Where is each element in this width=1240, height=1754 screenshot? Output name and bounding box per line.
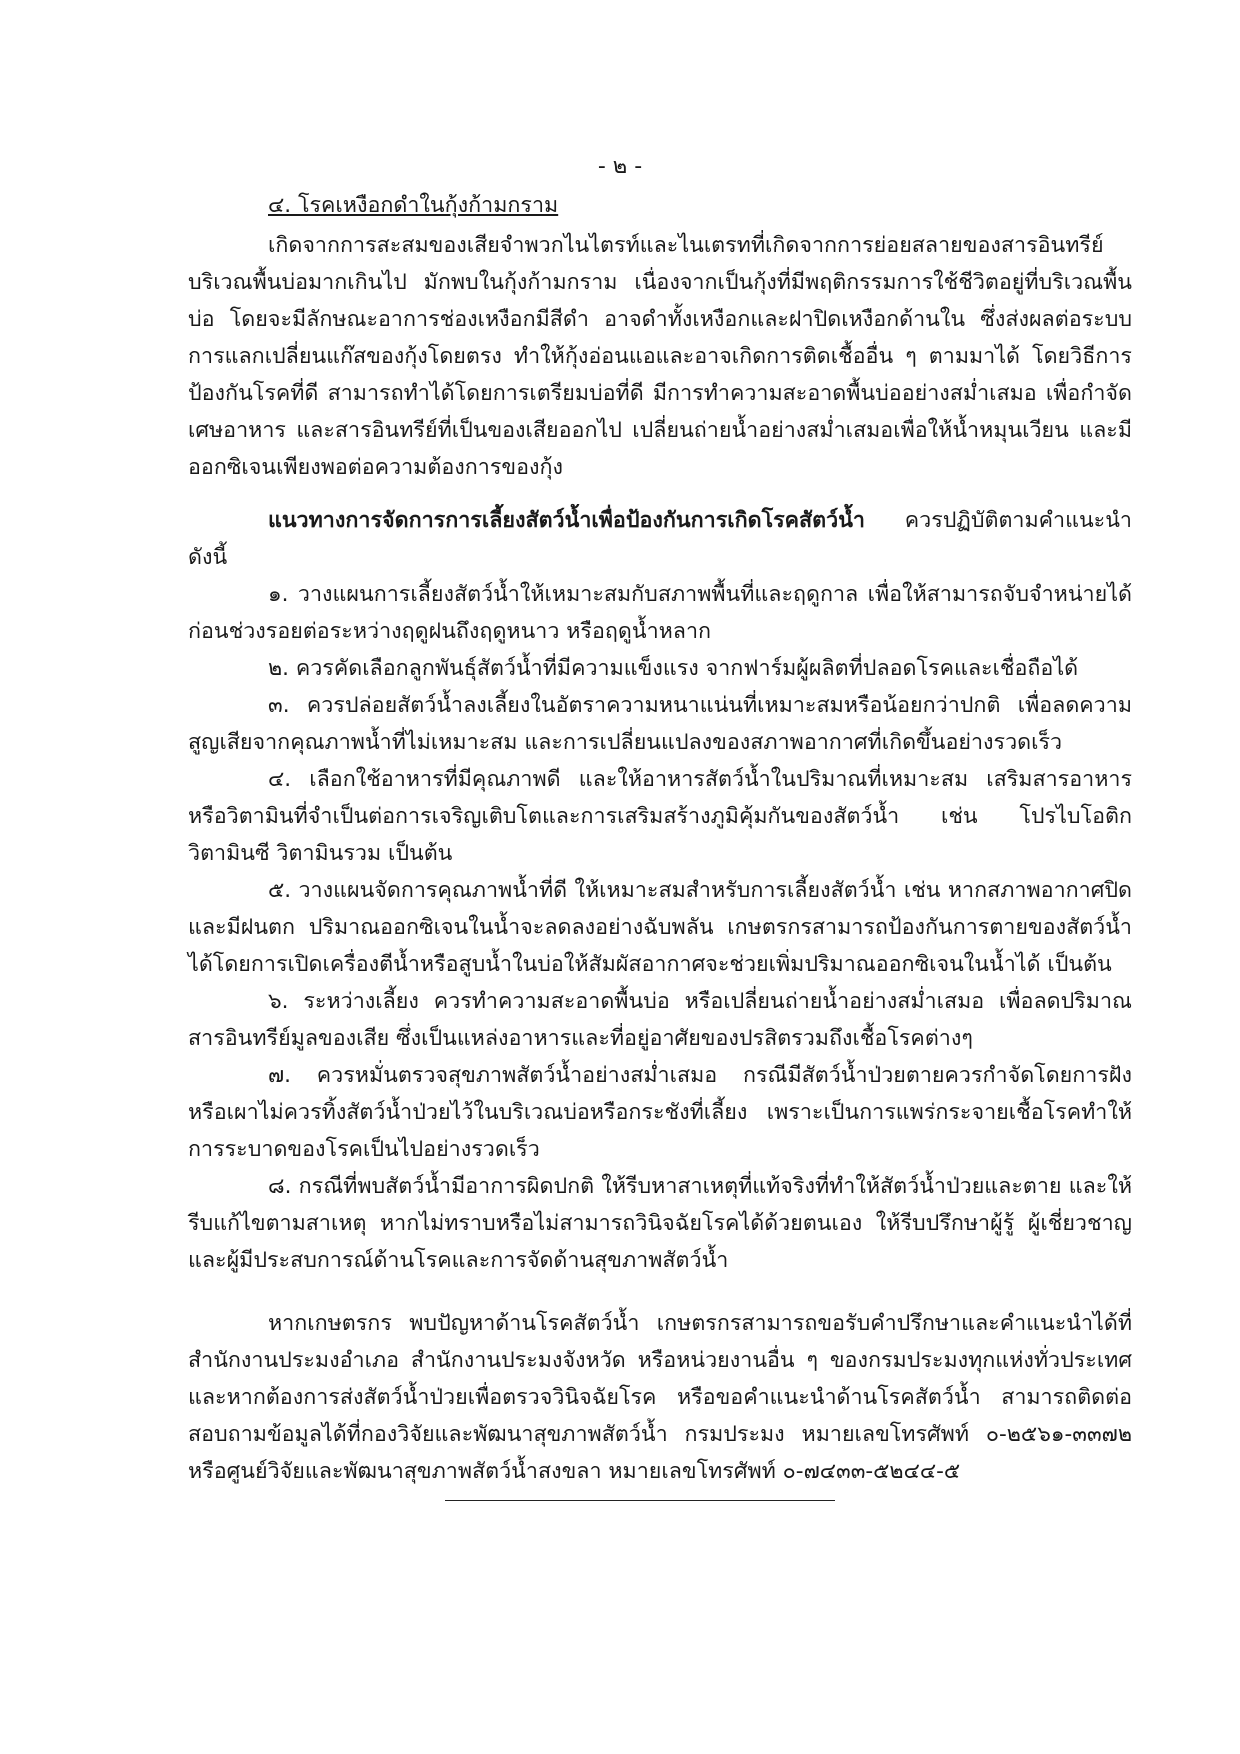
section-4-title	[188, 188, 1132, 224]
guideline-item-3: ๓. ควรปล่อยสัตว์น้ำลงเลี้ยงในอัตราความหนาแน่นที่เหมาะสมหรือน้อยกว่าปกติ เพื่อลดความสูญเสียจากคุณภาพน้ำที่ไม่เหมาะสม และการเปลี่ยนแปลงของสภาพอากาศที่เกิดขึ้นอย่างรวดเร็ว	[188, 693, 1132, 755]
guideline-item-1: ๑. วางแผนการเลี้ยงสัตว์น้ำให้เหมาะสมกับสภาพพื้นที่และฤดูกาล เพื่อให้สามารถจับจำหน่ายได้ก่อนช่วงรอยต่อระหว่างฤดูฝนถึงฤดูหนาว หรือฤดูน้ำหลาก	[188, 582, 1132, 644]
section-4-title-text: ๔. โรคเหงือกดำในกุ้งก้ามกราม	[268, 193, 559, 218]
page-number: - ๒ -	[597, 154, 643, 179]
guidelines-heading-rest: ควรปฏิบัติตามคำแนะนำ ดังนี้	[188, 508, 1132, 570]
guidelines-heading-bold: แนวทางการจัดการการเลี้ยงสัตว์น้ำเพื่อป้องกันการเกิดโรคสัตว์น้ำ	[268, 508, 865, 533]
guideline-item-8: ๘. กรณีที่พบสัตว์น้ำมีอาการผิดปกติ ให้รีบหาสาเหตุที่แท้จริงที่ทำให้สัตว์น้ำป่วยและตาย และให้รีบแก้ไขตามสาเหตุ หากไม่ทราบหรือไม่สามารถวินิจฉัยโรคได้ด้วยตนเอง ให้รีบปรึกษาผู้รู้ ผู้เชี่ยวชาญและผู้มีประสบการณ์ด้านโรคและการจัดด้านสุขภาพสัตว์น้ำ	[188, 1174, 1132, 1273]
guideline-item-4: ๔. เลือกใช้อาหารที่มีคุณภาพดี และให้อาหารสัตว์น้ำในปริมาณที่เหมาะสม เสริมสารอาหารหรือวิตามินที่จำเป็นต่อการเจริญเติบโตและการเสริมสร้างภูมิคุ้มกันของสัตว์น้ำ เช่น โปรไบโอติก วิตามินซี วิตามินรวม เป็นต้น	[188, 767, 1132, 866]
guidelines-list	[188, 576, 1132, 1279]
document-body	[188, 188, 1132, 1490]
guideline-item-6: ๖. ระหว่างเลี้ยง ควรทำความสะอาดพื้นบ่อ หรือเปลี่ยนถ่ายน้ำอย่างสม่ำเสมอ เพื่อลดปริมาณสารอินทรีย์มูลของเสีย ซึ่งเป็นแหล่งอาหารและที่อยู่อาศัยของปรสิตรวมถึงเชื้อโรคต่างๆ	[188, 989, 1132, 1051]
end-divider	[445, 1500, 835, 1501]
closing-paragraph: หากเกษตรกร พบปัญหาด้านโรคสัตว์น้ำ เกษตรกรสามารถขอรับคำปรึกษาและคำแนะนำได้ที่สำนักงานประมงอำเภอ สำนักงานประมงจังหวัด หรือหน่วยงานอื่น ๆ ของกรมประมงทุกแห่งทั่วประเทศ และหากต้องการส่งสัตว์น้ำป่วยเพื่อตรวจวินิจฉัยโรค หรือขอคำแนะนำด้านโรคสัตว์น้ำ สามารถติดต่อสอบถามข้อมูลได้ที่กองวิจัยและพัฒนาสุขภาพสัตว์น้ำ กรมประมง หมายเลขโทรศัพท์ ๐-๒๕๖๑-๓๓๗๒ หรือศูนย์วิจัยและพัฒนาสุขภาพสัตว์น้ำสงขลา หมายเลขโทรศัพท์ ๐-๗๔๓๓-๕๒๔๔-๕	[188, 1311, 1132, 1484]
section-4-paragraph: เกิดจากการสะสมของเสียจำพวกไนไตรท์และไนเตรทที่เกิดจากการย่อยสลายของสารอินทรีย์บริเวณพื้นบ่อมากเกินไป มักพบในกุ้งก้ามกราม เนื่องจากเป็นกุ้งที่มีพฤติกรรมการใช้ชีวิตอยู่ที่บริเวณพื้นบ่อ โดยจะมีลักษณะอาการช่องเหงือกมีสีดำ อาจดำทั้งเหงือกและฝาปิดเหงือกด้านใน ซึ่งส่งผลต่อระบบการแลกเปลี่ยนแก๊สของกุ้งโดยตรง ทำให้กุ้งอ่อนแอและอาจเกิดการติดเชื้ออื่น ๆ ตามมาได้ โดยวิธีการป้องกันโรคที่ดี สามารถทำได้โดยการเตรียมบ่อที่ดี มีการทำความสะอาดพื้นบ่ออย่างสม่ำเสมอ เพื่อกำจัดเศษอาหาร และสารอินทรีย์ที่เป็นของเสียออกไป เปลี่ยนถ่ายน้ำอย่างสม่ำเสมอเพื่อให้น้ำหมุนเวียน และมีออกซิเจนเพียงพอต่อความต้องการของกุ้ง	[188, 233, 1132, 480]
guideline-item-5: ๕. วางแผนจัดการคุณภาพน้ำที่ดี ให้เหมาะสมสำหรับการเลี้ยงสัตว์น้ำ เช่น หากสภาพอากาศปิดและมีฝนตก ปริมาณออกซิเจนในน้ำจะลดลงอย่างฉับพลัน เกษตรกรสามารถป้องกันการตายของสัตว์น้ำได้โดยการเปิดเครื่องตีน้ำหรือสูบน้ำในบ่อให้สัมผัสอากาศจะช่วยเพิ่มปริมาณออกซิเจนในน้ำได้ เป็นต้น	[188, 878, 1132, 977]
guideline-item-7: ๗. ควรหมั่นตรวจสุขภาพสัตว์น้ำอย่างสม่ำเสมอ กรณีมีสัตว์น้ำป่วยตายควรกำจัดโดยการฝังหรือเผาไม่ควรทิ้งสัตว์น้ำป่วยไว้ในบริเวณบ่อหรือกระชังที่เลี้ยง เพราะเป็นการแพร่กระจายเชื้อโรคทำให้การระบาดของโรคเป็นไปอย่างรวดเร็ว	[188, 1063, 1132, 1162]
guideline-item-2: ๒. ควรคัดเลือกลูกพันธุ์สัตว์น้ำที่มีความแข็งแรง จากฟาร์มผู้ผลิตที่ปลอดโรคและเชื่อถือได้	[268, 656, 1079, 681]
guidelines-heading	[188, 502, 1132, 576]
